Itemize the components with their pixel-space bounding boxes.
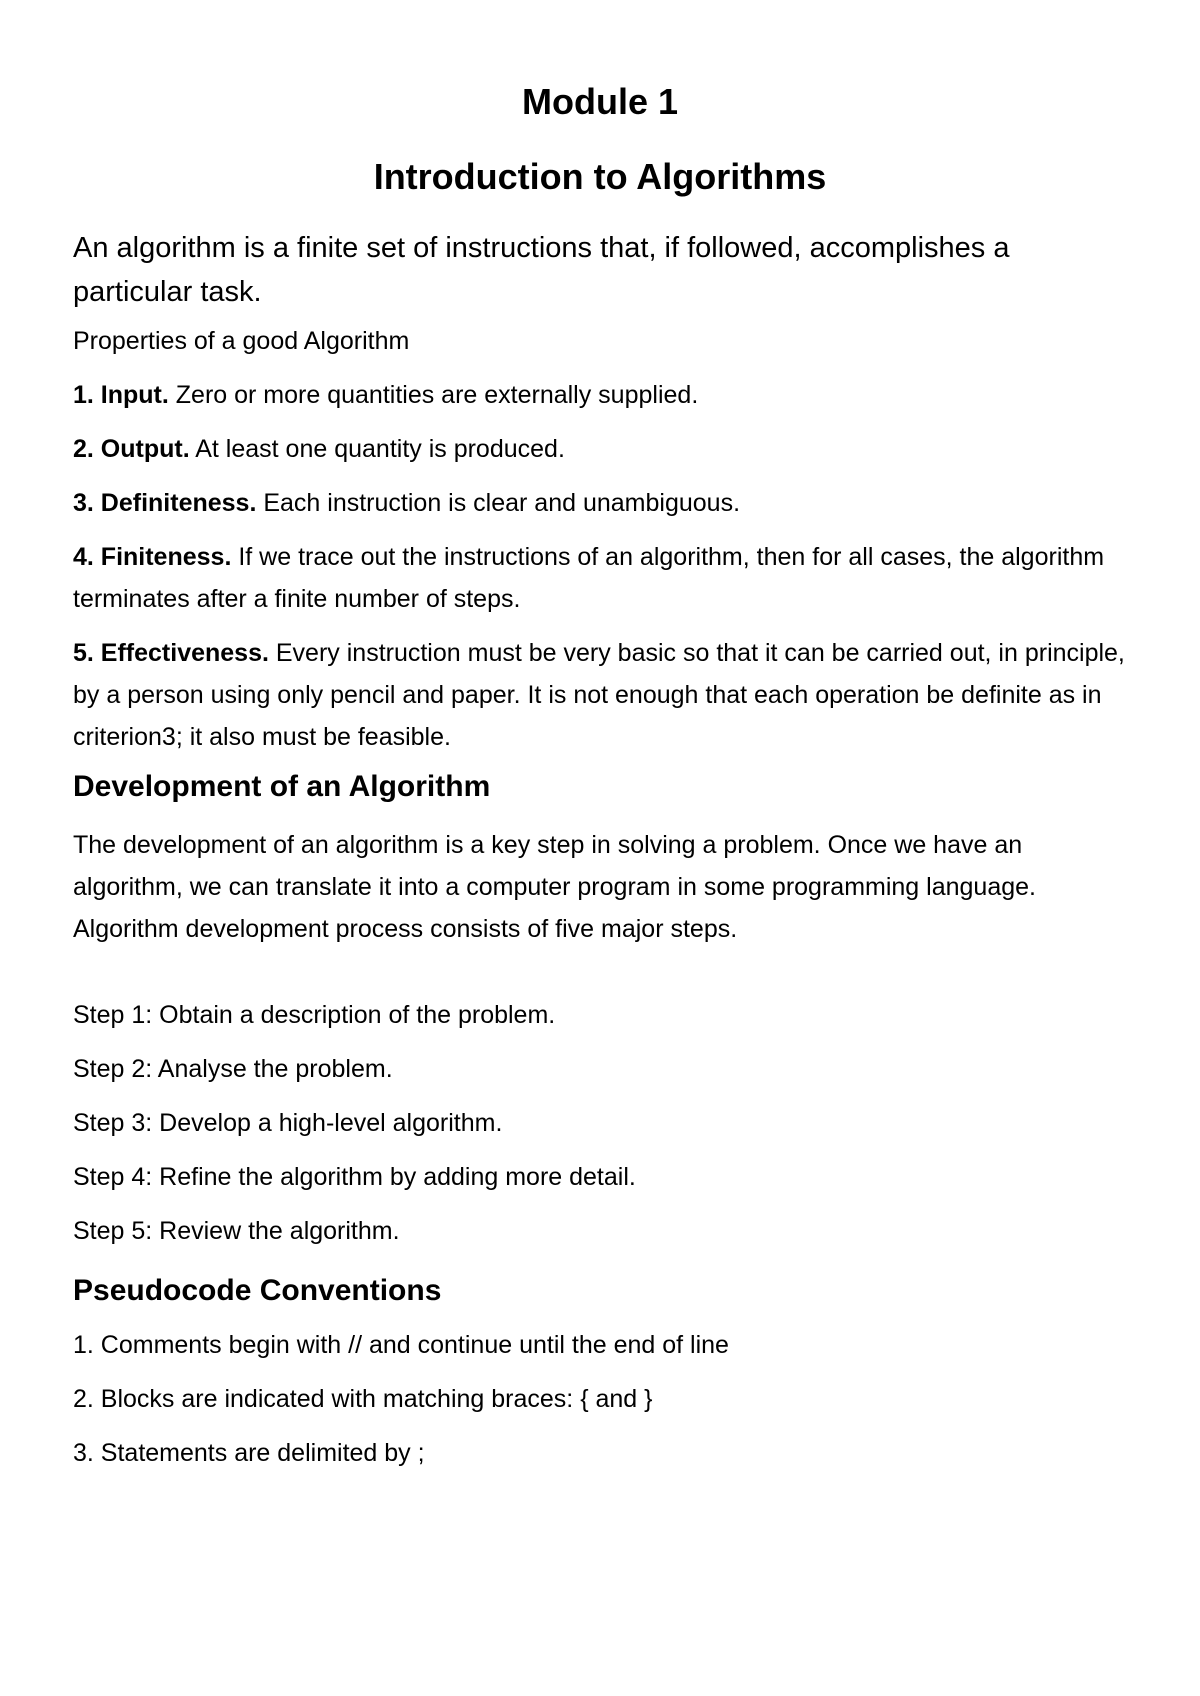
chapter-title: Introduction to Algorithms [373,156,827,197]
property-term: 3. Definiteness. [73,489,257,517]
property-term: 1. Input. [73,381,169,409]
property-finiteness [73,536,1133,620]
module-title: Module 1 [521,81,678,122]
property-effectiveness [73,632,1133,758]
property-term: 2. Output. [73,435,190,463]
property-text: Zero or more quantities are externally supplied. [168,381,699,409]
pseudocode-item: 3. Statements are delimited by ; [73,1439,425,1467]
definition-paragraph: An algorithm is a finite set of instructions that, if followed, accomplishes a particular task. [73,232,1010,308]
property-output [73,428,1133,470]
pseudocode-item: 2. Blocks are indicated with matching braces: { and } [73,1385,653,1413]
property-definiteness [73,482,1133,524]
development-step: Step 4: Refine the algorithm by adding more detail. [73,1163,636,1191]
property-text: At least one quantity is produced. [189,435,565,463]
development-paragraph: The development of an algorithm is a key step in solving a problem. Once we have an algorithm, we can translate it into a computer program in some programming language. Algorithm development process consists of five major steps. [73,831,1036,943]
development-heading: Development of an Algorithm [73,770,491,803]
property-term: 5. Effectiveness. [73,639,269,667]
pseudocode-item: 1. Comments begin with // and continue until the end of line [73,1331,729,1359]
property-text: If we trace out the instructions of an algorithm, then for all cases, the algorithm terminates after a finite number of steps. [73,543,1105,613]
pseudocode-heading: Pseudocode Conventions [73,1274,442,1307]
property-text: Every instruction must be very basic so that it can be carried out, in principle, by a person using only pencil and paper. It is not enough that each operation be definite as in criterion3; it also must be feasible. [73,639,1125,751]
property-text: Each instruction is clear and unambiguous. [256,489,741,517]
development-step: Step 1: Obtain a description of the problem. [73,1001,556,1029]
development-step: Step 2: Analyse the problem. [73,1055,393,1083]
development-step: Step 5: Review the algorithm. [73,1217,400,1245]
properties-heading: Properties of a good Algorithm [73,327,410,355]
property-input [73,374,1133,416]
development-step: Step 3: Develop a high-level algorithm. [73,1109,503,1137]
property-term: 4. Finiteness. [73,543,232,571]
